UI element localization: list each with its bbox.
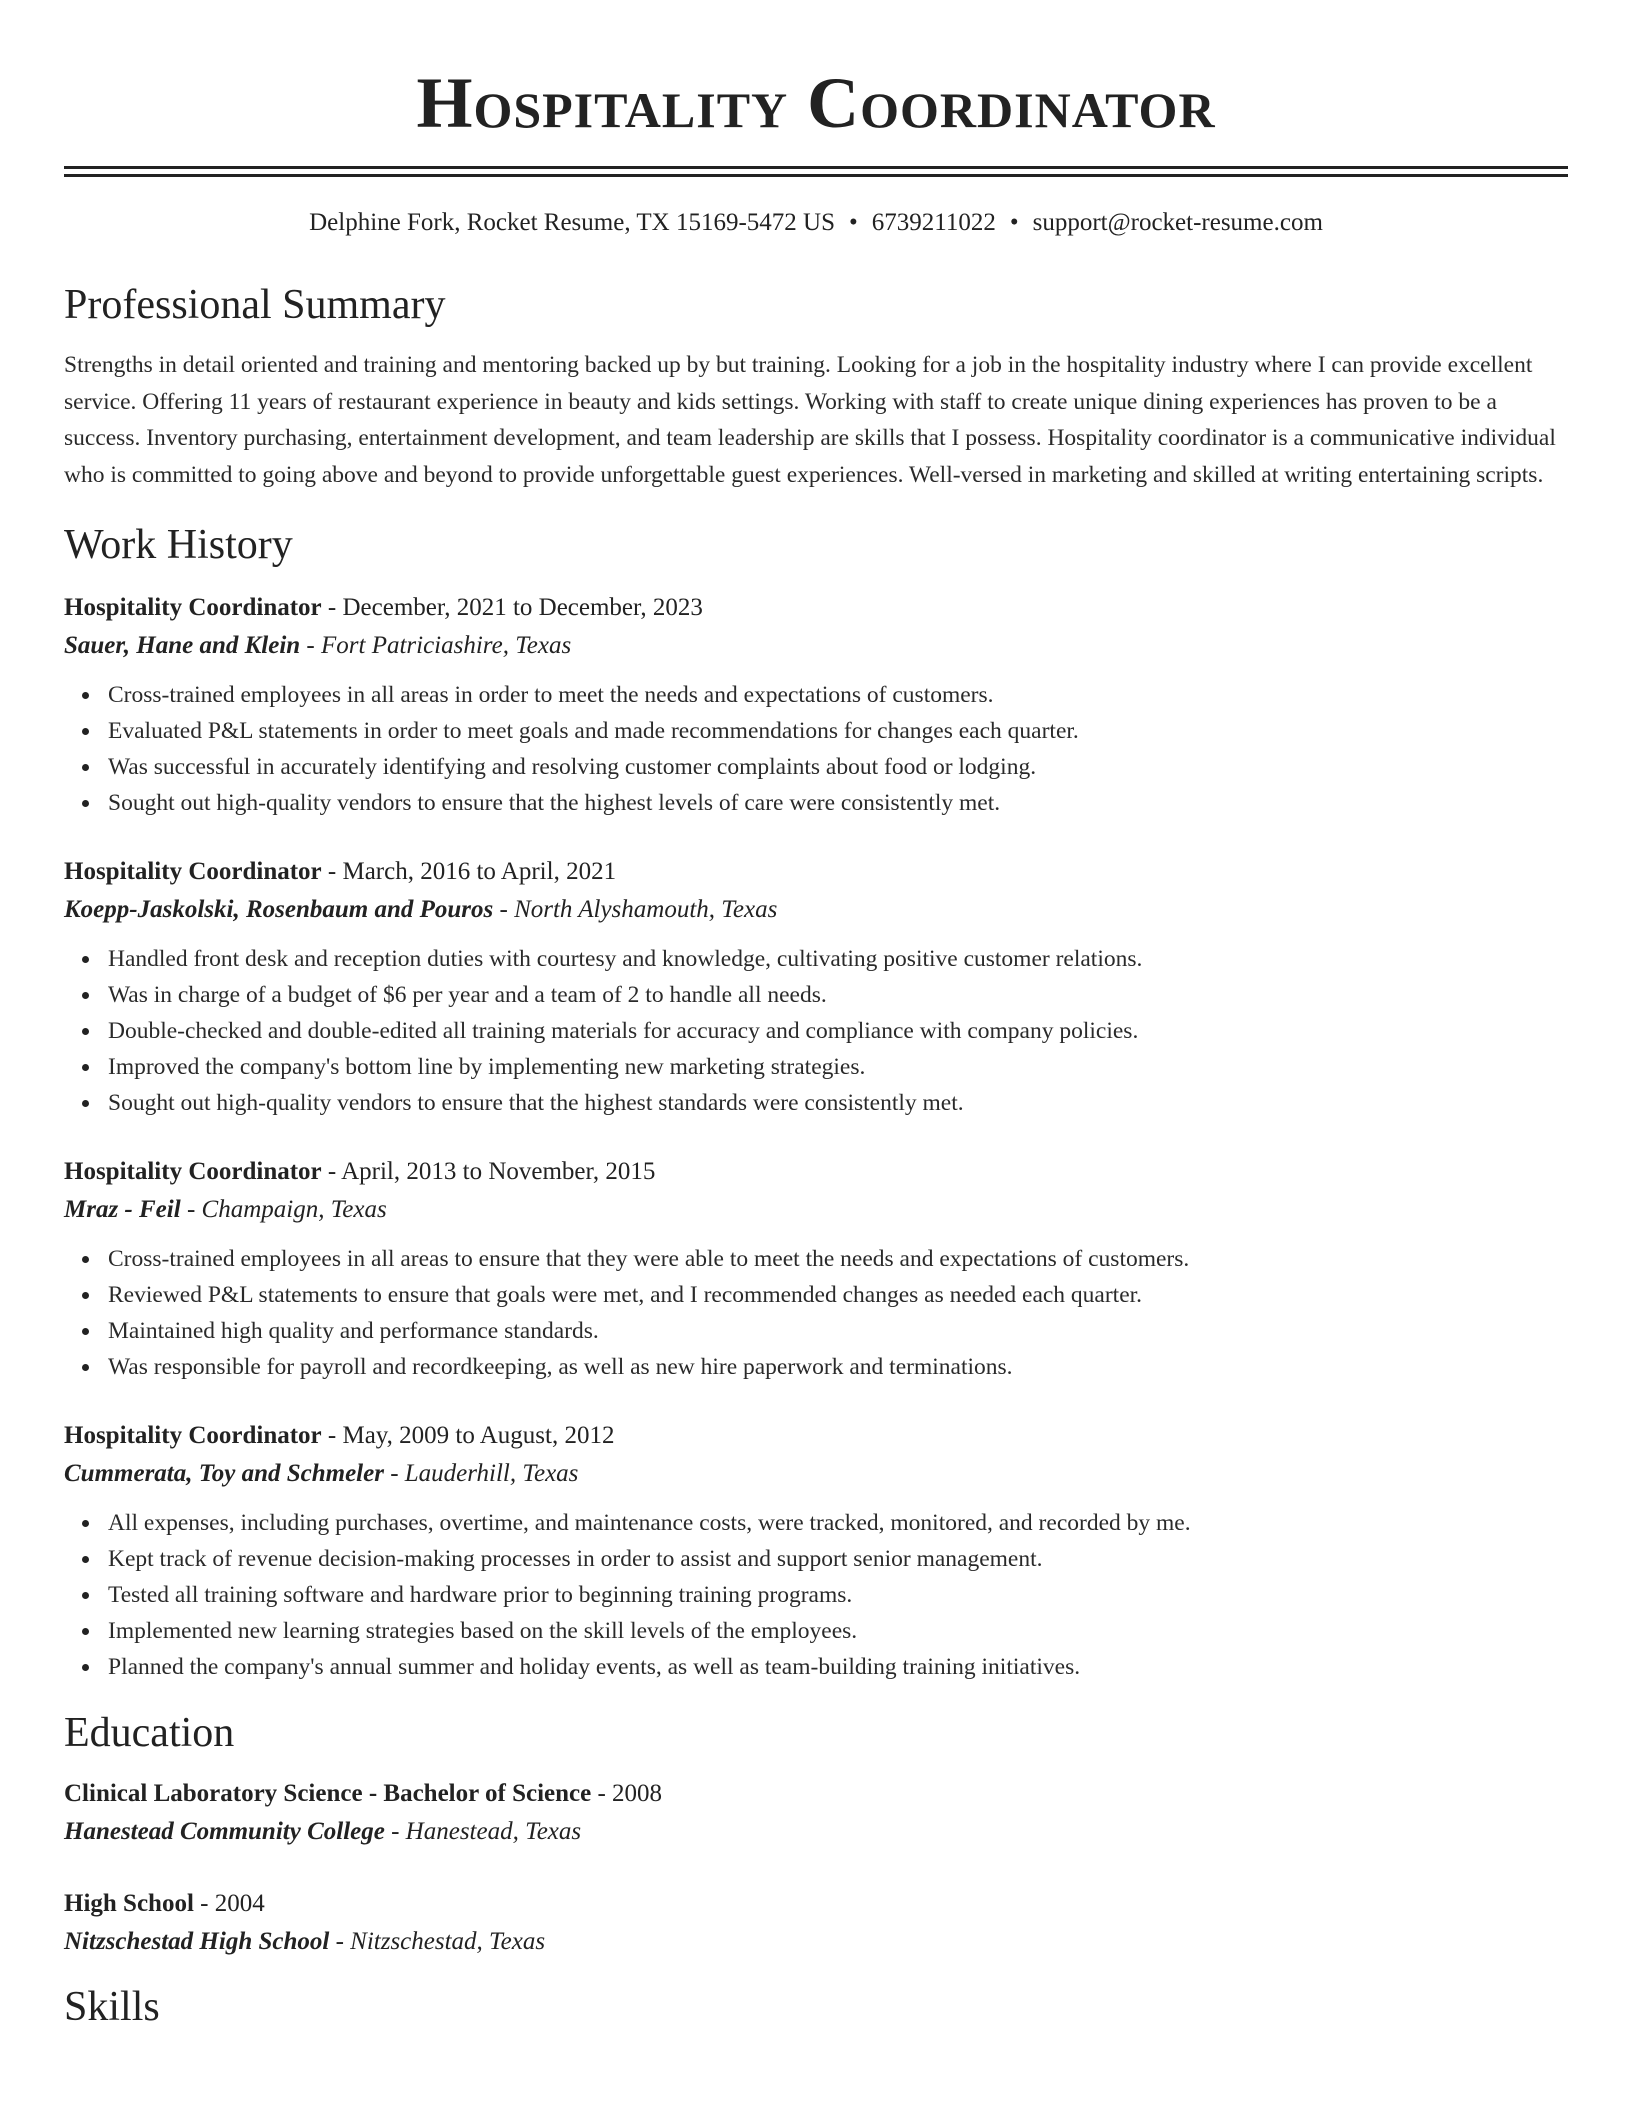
job-bullet: Cross-trained employees in all areas to ensure that they were able to meet the needs and expectations of customers.: [108, 1241, 1568, 1277]
job-company-line: [64, 891, 1568, 929]
job-company: Sauer, Hane and Klein: [64, 632, 301, 659]
job-entry: [64, 853, 1568, 1121]
education-degree-line: [64, 1885, 1568, 1923]
job-bullet: Implemented new learning strategies based on the skill levels of the employees.: [108, 1613, 1568, 1649]
job-bullet: Was in charge of a budget of $6 per year and a team of 2 to handle all needs.: [108, 977, 1568, 1013]
job-company-line: [64, 627, 1568, 665]
education-year: - 2008: [591, 1780, 663, 1807]
job-location: - Lauderhill, Texas: [383, 1460, 579, 1487]
education-entry: [64, 1775, 1568, 1851]
section-heading-education: Education: [64, 1710, 235, 1756]
job-bullet: Was responsible for payroll and recordkeeping, as well as new hire paperwork and terminations.: [108, 1349, 1568, 1385]
education-location: - Nitzschestad, Texas: [329, 1928, 546, 1955]
job-bullet: Improved the company's bottom line by implementing new marketing strategies.: [108, 1049, 1568, 1085]
job-company-line: [64, 1455, 1568, 1493]
section-heading-summary: Professional Summary: [64, 282, 446, 328]
education-degree-line: [64, 1775, 1568, 1813]
job-dates: - May, 2009 to August, 2012: [321, 1422, 615, 1449]
job-location: - Fort Patriciashire, Texas: [300, 632, 572, 659]
job-location: - North Alyshamouth, Texas: [493, 896, 778, 923]
job-bullet: Handled front desk and reception duties with courtesy and knowledge, cultivating positive customer relations.: [108, 941, 1568, 977]
job-company: Mraz - Feil: [64, 1196, 181, 1223]
job-bullets: [64, 941, 1568, 1121]
title-divider: [64, 166, 1568, 177]
education-location: - Hanestead, Texas: [384, 1818, 582, 1845]
job-title-line: [64, 1417, 1568, 1455]
job-dates: - April, 2013 to November, 2015: [321, 1158, 656, 1185]
job-title: Hospitality Coordinator: [64, 594, 322, 621]
job-location: - Champaign, Texas: [180, 1196, 387, 1223]
job-dates: - March, 2016 to April, 2021: [321, 858, 617, 885]
contact-separator: •: [1009, 209, 1019, 236]
summary-paragraph: Strengths in detail oriented and training and mentoring backed up by but training. Looking for a job in the hospitality industry where I can provide excellent service. Offering 11 years of restaurant experience in beauty and kids settings. Working with staff to create unique dining experiences has proven to be a success. Inventory purchasing, entertainment development, and team leadership are skills that I possess. Hospitality coordinator is a communicative individual who is committed to going above and beyond to provide unforgettable guest experiences. Well-versed in marketing and skilled at writing entertaining scripts.: [64, 352, 1556, 488]
education-school: Hanestead Community College: [64, 1818, 385, 1845]
contact-separator: •: [848, 209, 858, 236]
job-bullets: [64, 1505, 1568, 1685]
job-bullets: [64, 1241, 1568, 1385]
contact-line: [64, 207, 1568, 239]
education-school: Nitzschestad High School: [64, 1928, 330, 1955]
job-title: Hospitality Coordinator: [64, 858, 322, 885]
job-bullet: Maintained high quality and performance standards.: [108, 1313, 1568, 1349]
contact-phone: 6739211022: [871, 209, 996, 236]
job-entry: [64, 1153, 1568, 1385]
job-bullet: Was successful in accurately identifying and resolving customer complaints about food or lodging.: [108, 749, 1568, 785]
contact-email: support@rocket-resume.com: [1032, 209, 1323, 236]
job-bullet: Planned the company's annual summer and holiday events, as well as team-building training initiatives.: [108, 1649, 1568, 1685]
job-dates: - December, 2021 to December, 2023: [321, 594, 703, 621]
job-title: Hospitality Coordinator: [64, 1158, 322, 1185]
job-title-line: [64, 1153, 1568, 1191]
job-title-line: [64, 589, 1568, 627]
education-school-line: [64, 1923, 1568, 1961]
job-bullet: Evaluated P&L statements in order to meet goals and made recommendations for changes each quarter.: [108, 713, 1568, 749]
job-entry: [64, 589, 1568, 821]
job-entry: [64, 1417, 1568, 1685]
education-entry: [64, 1885, 1568, 1961]
education-degree: High School: [64, 1890, 194, 1917]
resume-page: [64, 0, 1568, 2033]
job-bullets: [64, 677, 1568, 821]
job-company-line: [64, 1191, 1568, 1229]
job-bullet: Sought out high-quality vendors to ensure that the highest standards were consistently met.: [108, 1085, 1568, 1121]
education-school-line: [64, 1813, 1568, 1851]
job-company: Cummerata, Toy and Schmeler: [64, 1460, 384, 1487]
job-bullet: All expenses, including purchases, overtime, and maintenance costs, were tracked, monitored, and recorded by me.: [108, 1505, 1568, 1541]
section-heading-skills: Skills: [64, 1984, 160, 2030]
section-heading-work-history: Work History: [64, 522, 293, 568]
job-bullet: Double-checked and double-edited all training materials for accuracy and compliance with company policies.: [108, 1013, 1568, 1049]
job-bullet: Tested all training software and hardware prior to beginning training programs.: [108, 1577, 1568, 1613]
contact-address: Delphine Fork, Rocket Resume, TX 15169-5472 US: [309, 209, 835, 236]
education-year: - 2004: [193, 1890, 265, 1917]
job-bullet: Kept track of revenue decision-making processes in order to assist and support senior management.: [108, 1541, 1568, 1577]
job-title-line: [64, 853, 1568, 891]
job-bullet: Cross-trained employees in all areas in order to meet the needs and expectations of customers.: [108, 677, 1568, 713]
job-company: Koepp-Jaskolski, Rosenbaum and Pouros: [64, 896, 494, 923]
education-degree: Clinical Laboratory Science - Bachelor of Science: [64, 1780, 592, 1807]
job-bullet: Reviewed P&L statements to ensure that goals were met, and I recommended changes as needed each quarter.: [108, 1277, 1568, 1313]
job-title: Hospitality Coordinator: [64, 1422, 322, 1449]
resume-title: Hospitality Coordinator: [416, 63, 1216, 143]
job-bullet: Sought out high-quality vendors to ensure that the highest levels of care were consistently met.: [108, 785, 1568, 821]
